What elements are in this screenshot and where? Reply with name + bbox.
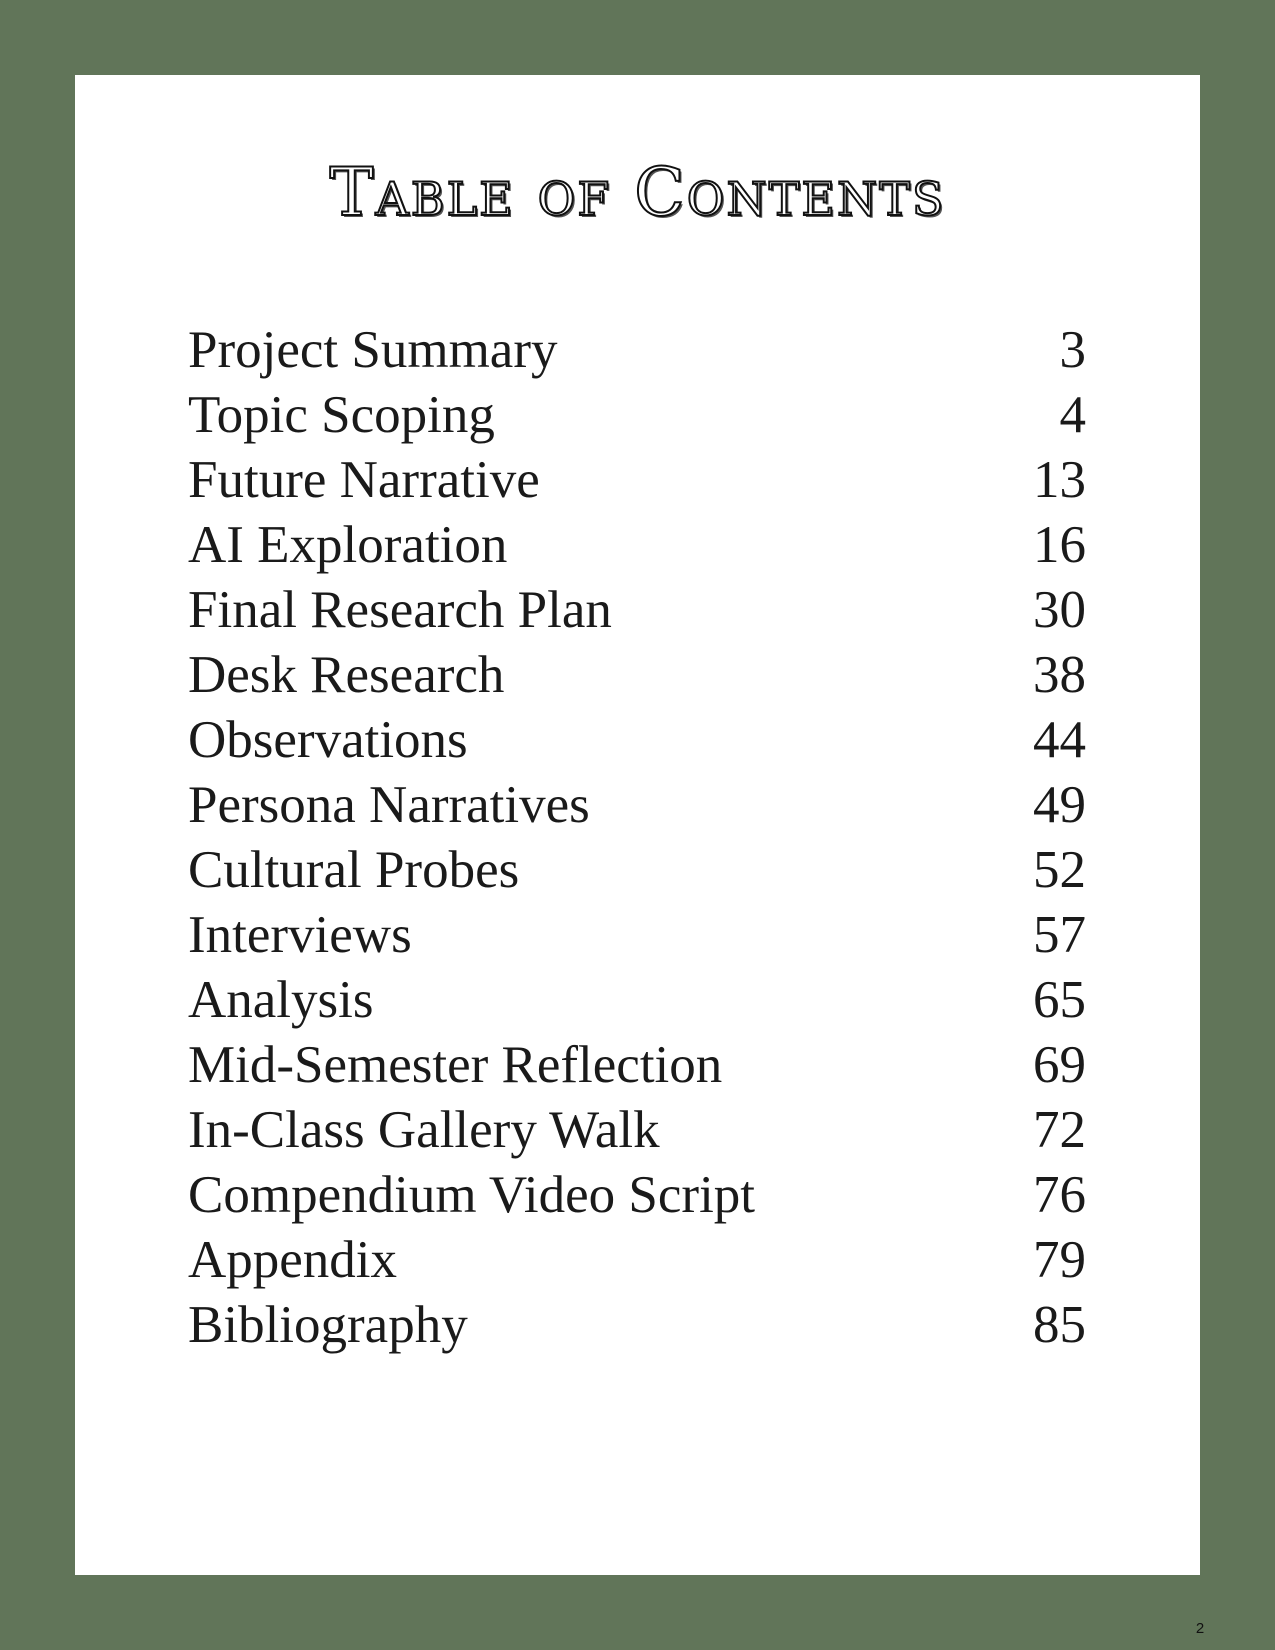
page-number: 2 [1195,1620,1205,1637]
toc-entry[interactable] [188,513,1086,578]
toc-entry-page: 79 [1033,1231,1086,1289]
toc-entry-page: 16 [1033,516,1086,574]
toc-entry-page: 69 [1033,1036,1086,1094]
toc-entry[interactable] [188,578,1086,643]
toc-entry-label: Future Narrative [188,451,540,509]
toc-entry-label: Interviews [188,906,412,964]
toc-entry-page: 44 [1033,711,1086,769]
toc-entry-label: Topic Scoping [188,386,495,444]
toc-title: Table of Contents [329,154,946,231]
toc-entry-label: Bibliography [188,1296,468,1354]
toc-entry-label: AI Exploration [188,516,508,574]
toc-entry-label: Appendix [188,1231,398,1289]
toc-entry-label: Desk Research [188,646,505,704]
toc-entry-page: 65 [1033,971,1086,1029]
toc-entry-page: 30 [1033,581,1086,639]
toc-entry[interactable] [188,1228,1086,1293]
toc-entry-label: Compendium Video Script [188,1166,756,1224]
toc-entry-label: Cultural Probes [188,841,520,899]
toc-entry-label: Final Research Plan [188,581,612,639]
toc-entry[interactable] [188,968,1086,1033]
toc-entry-label: Analysis [188,971,374,1029]
toc-entry[interactable] [188,318,1086,383]
toc-entry-page: 3 [1059,321,1086,379]
toc-entry-page: 4 [1059,386,1086,444]
toc-list [188,318,1086,1358]
toc-entry[interactable] [188,383,1086,448]
toc-entry-label: Observations [188,711,468,769]
toc-entry[interactable] [188,903,1086,968]
toc-entry-label: In-Class Gallery Walk [188,1101,660,1159]
toc-entry-label: Persona Narratives [188,776,590,834]
toc-entry-page: 72 [1033,1101,1086,1159]
toc-entry[interactable] [188,448,1086,513]
toc-entry-page: 76 [1033,1166,1086,1224]
toc-entry-label: Mid-Semester Reflection [188,1036,723,1094]
toc-entry-page: 52 [1033,841,1086,899]
toc-entry-page: 13 [1033,451,1086,509]
toc-entry[interactable] [188,708,1086,773]
toc-entry[interactable] [188,1098,1086,1163]
toc-entry[interactable] [188,1033,1086,1098]
toc-entry-page: 38 [1033,646,1086,704]
toc-entry[interactable] [188,1293,1086,1358]
toc-entry-page: 57 [1033,906,1086,964]
toc-entry-page: 85 [1033,1296,1086,1354]
toc-entry[interactable] [188,773,1086,838]
toc-entry-page: 49 [1033,776,1086,834]
toc-entry[interactable] [188,1163,1086,1228]
toc-entry[interactable] [188,643,1086,708]
toc-entry[interactable] [188,838,1086,903]
toc-entry-label: Project Summary [188,321,558,379]
